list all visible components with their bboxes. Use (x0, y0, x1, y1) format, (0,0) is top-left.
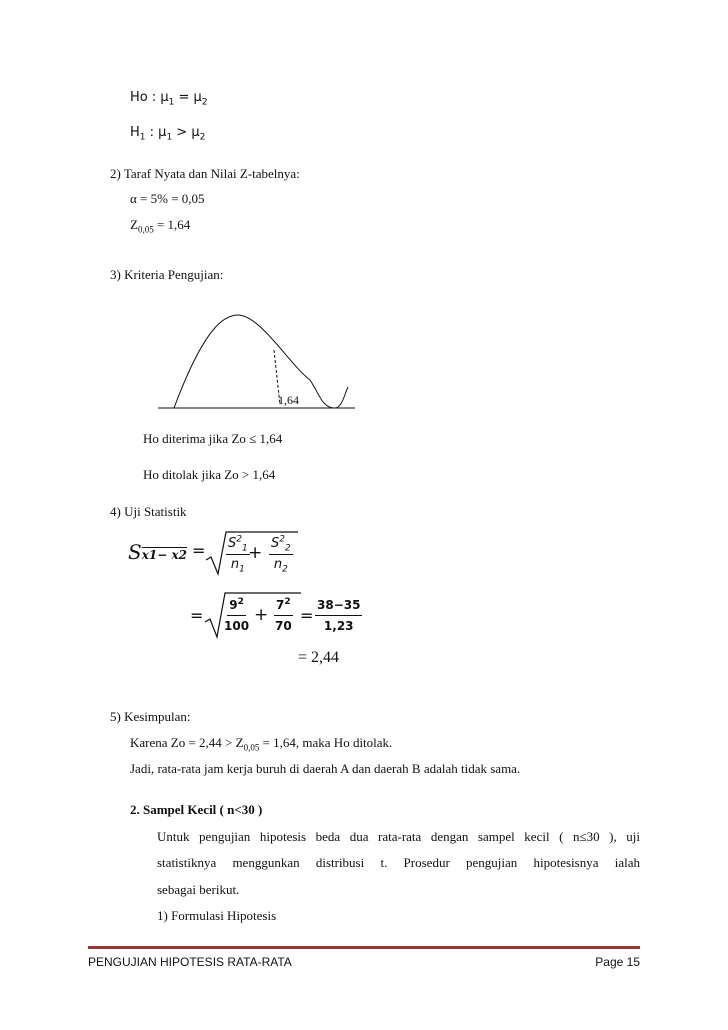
formula-plus: + (248, 543, 263, 563)
distribution-curve (174, 315, 348, 408)
result-value: = 2,44 (298, 649, 340, 666)
accept-criteria: Ho diterima jika Zo ≤ 1,64 (143, 431, 283, 446)
section2-paragraph-line-2: statistiknya menggunkan distribusi t. Prosedur pengujian hipotesisnya ialah (157, 855, 640, 870)
fraction-diff: $\frac{38-35}{1,23}$ (317, 598, 361, 633)
section2-paragraph-line-3: sebagai berikut. (157, 882, 240, 897)
calc-equals-2: = (300, 606, 314, 625)
page-number: Page 15 (595, 955, 640, 969)
calc-equals-1: = (190, 606, 204, 625)
formula-equals: = (192, 541, 206, 560)
alpha-line: α = 5% = 0,05 (130, 191, 205, 206)
step5-title: 5) Kesimpulan: (110, 709, 191, 724)
critical-value-label: 1,64 (278, 393, 299, 407)
conclusion-line-2: Jadi, rata-rata jam kerja buruh di daerah A dan daerah B adalah tidak sama. (130, 761, 521, 776)
footer-title: PENGUJIAN HIPOTESIS RATA-RATA (88, 955, 292, 969)
z-table-line: $Z_{0,05} = 1,64$ (130, 217, 191, 235)
hypothesis-h1: $H_1$ : $\mu_1 > \mu_2$ (130, 125, 206, 143)
std-error-symbol: Sx1− x2 (128, 540, 187, 564)
step4-title: 4) Uji Statistik (110, 504, 187, 519)
calc-plus: + (254, 605, 269, 625)
hypothesis-h0: Ho : $\mu_1 = \mu_2$ (130, 90, 208, 108)
section2-paragraph-line-1: Untuk pengujian hipotesis beda dua rata-rata dengan sampel kecil ( n≤30 ), uji (157, 829, 640, 844)
step3-title: 3) Kriteria Pengujian: (110, 267, 224, 282)
criteria-curve-diagram (150, 305, 365, 420)
fraction-s2-n2: $\frac{S^2_2}{n_2}$ (271, 534, 291, 575)
section2-subitem: 1) Formulasi Hipotesis (157, 908, 277, 923)
conclusion-line-1: Karena $Zo = 2,44 > Z_{0,05} = 1,64$, maka Ho ditolak. (130, 735, 393, 753)
fraction-7sq-70: $\frac{7^2}{70}$ (275, 597, 292, 633)
footer-divider (88, 946, 640, 949)
reject-criteria: Ho ditolak jika Zo > 1,64 (143, 467, 276, 482)
section2-title: 2. Sampel Kecil ( n<30 ) (130, 802, 263, 817)
step2-title: 2) Taraf Nyata dan Nilai Z-tabelnya: (110, 166, 300, 181)
fraction-s1-n1: $\frac{S^2_1}{n_1}$ (228, 534, 248, 575)
fraction-9sq-100: $\frac{9^2}{100}$ (224, 597, 250, 633)
